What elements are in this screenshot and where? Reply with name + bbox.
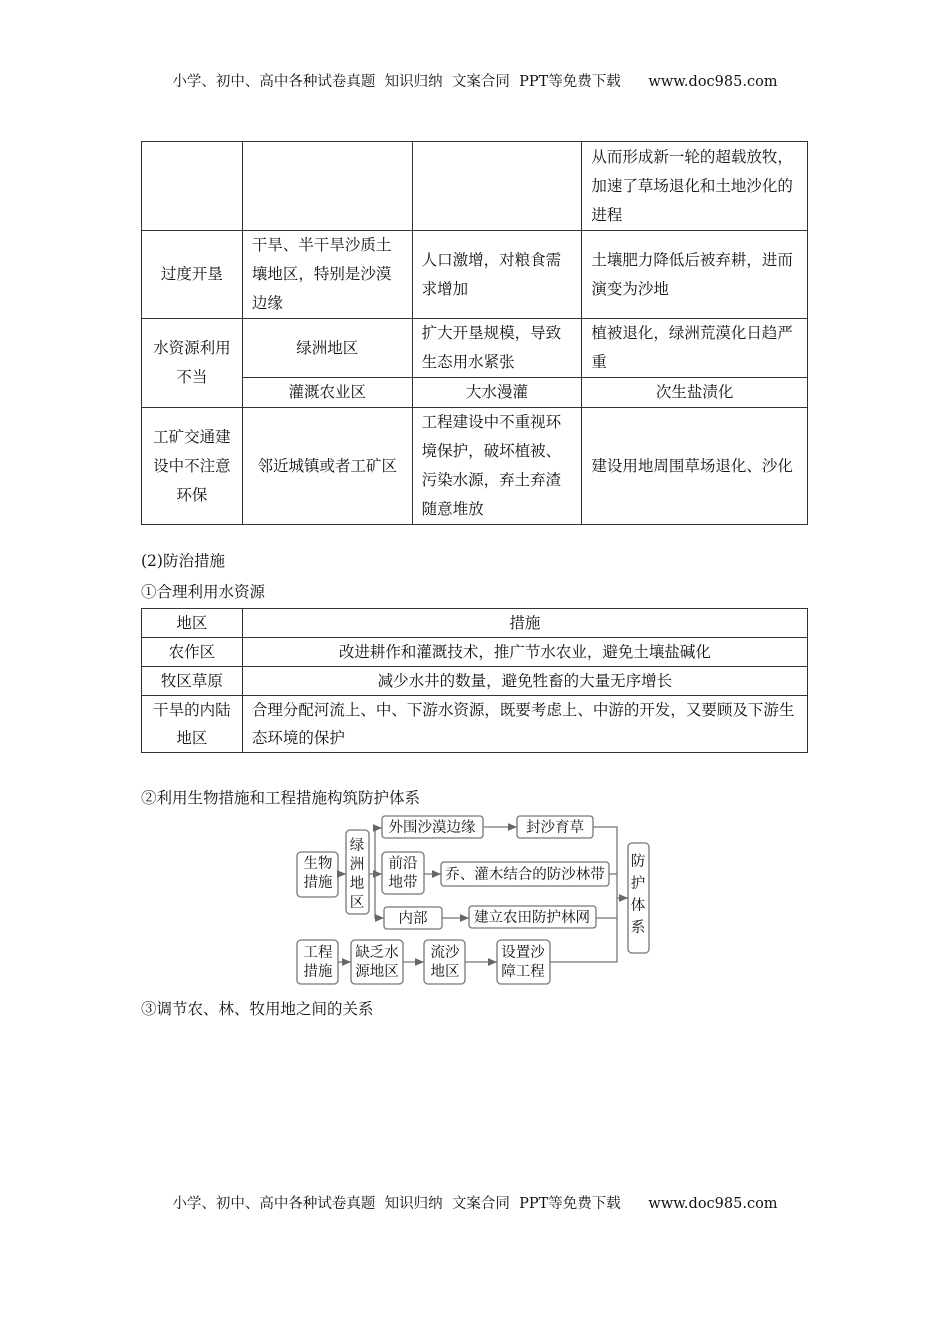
- page-footer: 小学、初中、高中各种试卷真题 知识归纳 文案合同 PPT等免费下载 www.doc985.com: [172, 1196, 778, 1212]
- column-header: 措施: [242, 609, 807, 638]
- effect-cell: 植被退化，绿洲荒漠化日趋严重: [582, 319, 808, 378]
- cause-cell: 水资源利用不当: [142, 319, 243, 408]
- branch-line: [369, 828, 382, 874]
- section-title: (2)防治措施: [141, 552, 225, 570]
- subsection-title: ①合理利用水资源: [141, 583, 266, 601]
- region-cell: 干旱、半干旱沙质土壤地区，特别是沙漠边缘: [242, 231, 412, 319]
- measure-cell: 合理分配河流上、中、下游水资源，既要考虑上、中游的开发，又要顾及下游生态环境的保护: [242, 696, 807, 753]
- reason-cell: 大水漫灌: [412, 378, 582, 408]
- area-cell: 干旱的内陆地区: [142, 696, 243, 753]
- farm-net-label: 建立农田防护林网: [474, 910, 590, 926]
- eng-measures-label: 工程措施: [303, 945, 333, 980]
- outer-label: 外围沙漠边缘: [388, 820, 476, 836]
- cause-cell: 工矿交通建设中不注意环保: [142, 408, 243, 525]
- bio-measures-label: 生物措施: [303, 856, 333, 891]
- effect-cell: 次生盐渍化: [582, 378, 808, 408]
- region-cell: 绿洲地区: [242, 319, 412, 378]
- page-header: 小学、初中、高中各种试卷真题 知识归纳 文案合同 PPT等免费下载 www.doc985.com: [172, 74, 778, 90]
- oasis-label: 绿洲地区: [349, 838, 365, 911]
- forest-belt-label: 乔、灌木结合的防沙林带: [445, 867, 605, 883]
- reason-cell: 工程建设中不重视环境保护，破坏植被、污染水源，弃土弃渣随意堆放: [412, 408, 582, 525]
- front-label: 前沿地带: [388, 856, 418, 891]
- effect-cell: 建设用地周围草场退化、沙化: [582, 408, 808, 525]
- area-cell: 牧区草原: [142, 667, 243, 696]
- protection-label: 防护体系: [630, 854, 646, 936]
- barrier-label: 设置沙障工程: [501, 945, 545, 980]
- seal-sand-label: 封沙育草: [526, 820, 584, 836]
- cause-cell: 过度开垦: [142, 231, 243, 319]
- subsection-title: ②利用生物措施和工程措施构筑防护体系: [141, 789, 421, 807]
- region-cell: 邻近城镇或者工矿区: [242, 408, 412, 525]
- effect-cell: 土壤肥力降低后被弃耕，进而演变为沙地: [582, 231, 808, 319]
- measure-cell: 改进耕作和灌溉技术，推广节水农业，避免土壤盐碱化: [242, 638, 807, 667]
- measure-cell: 减少水井的数量，避免牲畜的大量无序增长: [242, 667, 807, 696]
- quicksand-label: 流沙地区: [430, 945, 460, 980]
- reason-cell: 人口激增，对粮食需求增加: [412, 231, 582, 319]
- reason-cell: 扩大开垦规模，导致生态用水紧张: [412, 319, 582, 378]
- merge-line: [550, 827, 617, 962]
- effect-cell: 从而形成新一轮的超载放牧，加速了草场退化和土地沙化的进程: [582, 142, 808, 231]
- water-lack-label: 缺乏水源地区: [355, 945, 399, 980]
- inner-label: 内部: [398, 911, 428, 927]
- subsection-title: ③调节农、林、牧用地之间的关系: [141, 1000, 374, 1018]
- region-cell: 灌溉农业区: [242, 378, 412, 408]
- column-header: 地区: [142, 609, 243, 638]
- area-cell: 农作区: [142, 638, 243, 667]
